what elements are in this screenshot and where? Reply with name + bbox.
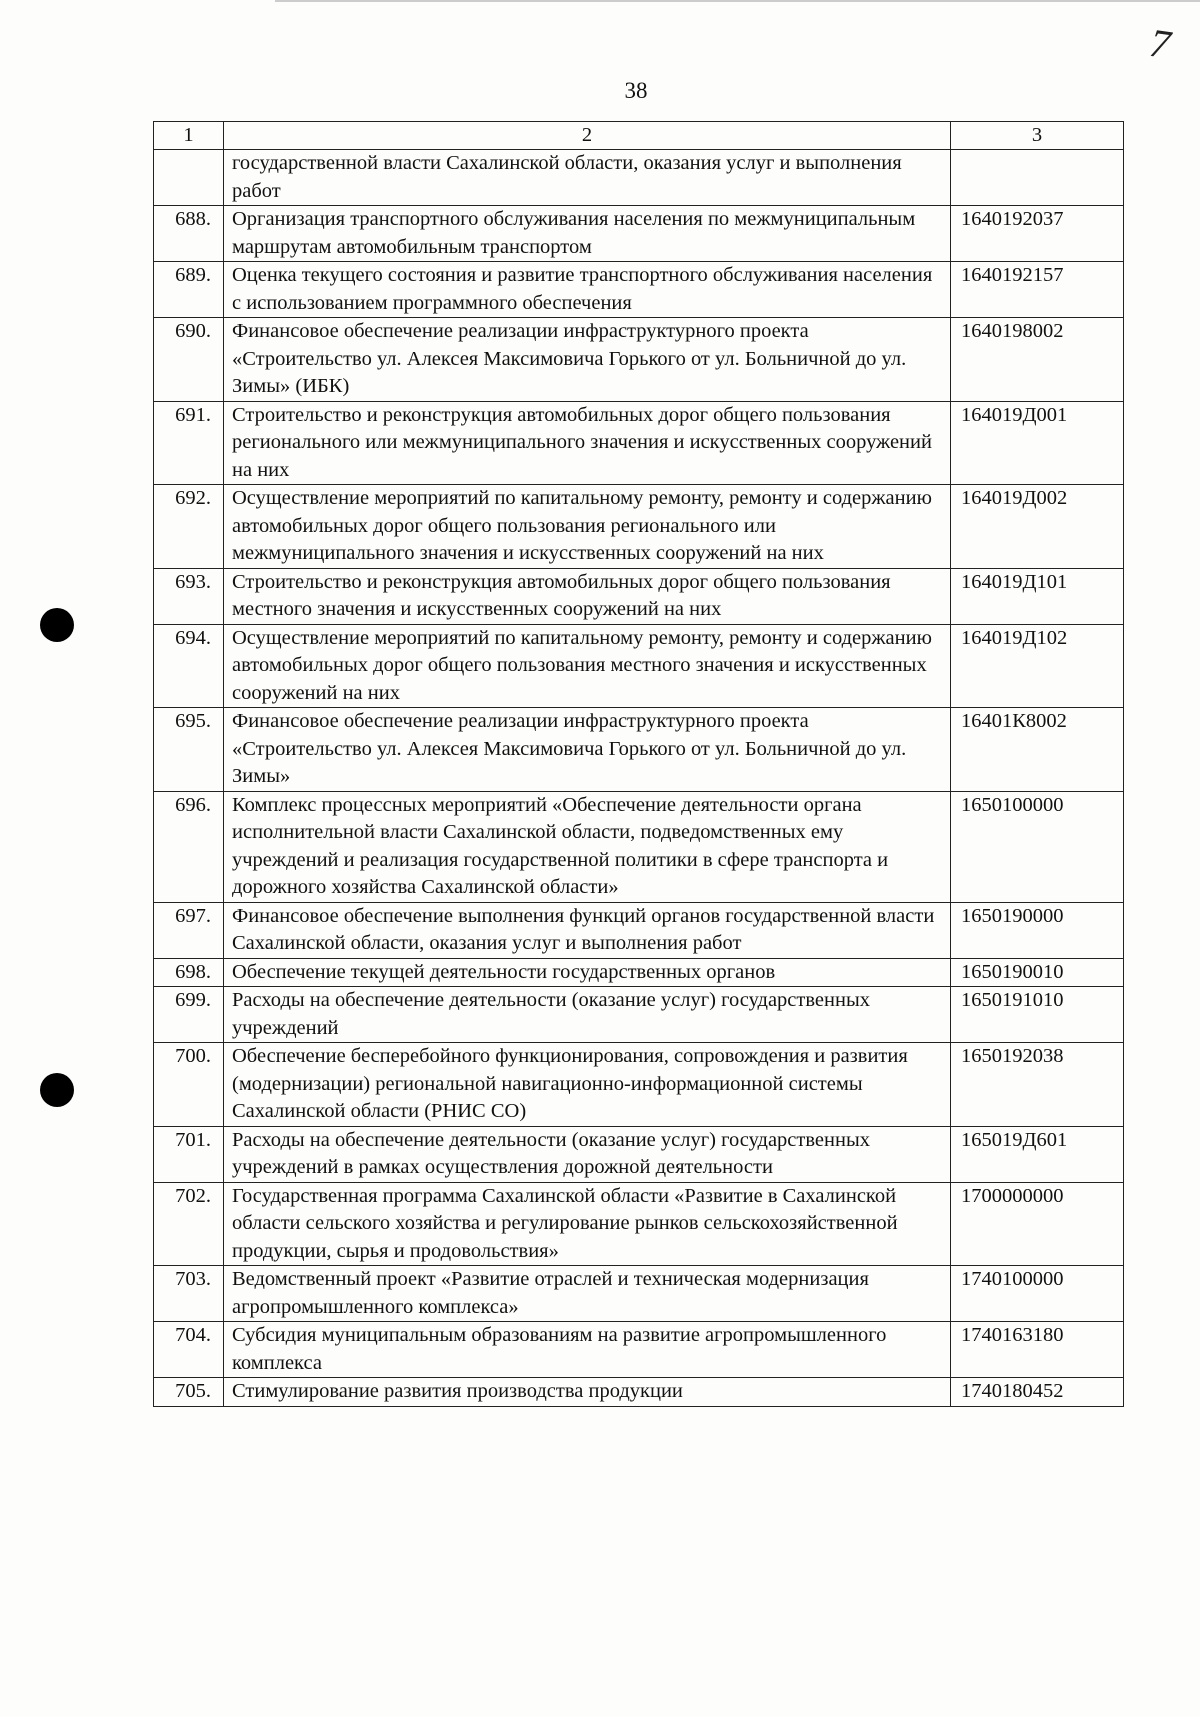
binder-hole	[40, 608, 74, 642]
row-code: 1650190010	[951, 958, 1124, 987]
handwritten-page-mark: 7	[1146, 19, 1174, 68]
row-number: 705.	[154, 1378, 224, 1407]
table-row	[154, 206, 1124, 262]
row-description: Оценка текущего состояния и развитие транспортного обслуживания населения с использованием программного обеспечения	[224, 262, 951, 318]
row-description: Финансовое обеспечение выполнения функций органов государственной власти Сахалинской области, оказания услуг и выполнения работ	[224, 902, 951, 958]
table-header-row	[154, 122, 1124, 150]
row-description: Ведомственный проект «Развитие отраслей и техническая модернизация агропромышленного комплекса»	[224, 1266, 951, 1322]
row-description: Субсидия муниципальным образованиям на развитие агропромышленного комплекса	[224, 1322, 951, 1378]
row-description: Обеспечение текущей деятельности государственных органов	[224, 958, 951, 987]
row-code: 16401К8002	[951, 708, 1124, 792]
row-number: 688.	[154, 206, 224, 262]
row-code: 1650192038	[951, 1043, 1124, 1127]
row-code: 1640192157	[951, 262, 1124, 318]
row-description: Финансовое обеспечение реализации инфраструктурного проекта «Строительство ул. Алексея Максимовича Горького от ул. Больничной до ул. Зимы» (ИБК)	[224, 318, 951, 402]
row-code: 164019Д001	[951, 401, 1124, 485]
row-description: Строительство и реконструкция автомобильных дорог общего пользования регионального или межмуниципального значения и искусственных сооружений на них	[224, 401, 951, 485]
row-code: 1740100000	[951, 1266, 1124, 1322]
column-header: 2	[224, 122, 951, 150]
table-row	[154, 318, 1124, 402]
table-row	[154, 150, 1124, 206]
row-code: 165019Д601	[951, 1126, 1124, 1182]
row-number: 704.	[154, 1322, 224, 1378]
row-number: 691.	[154, 401, 224, 485]
row-number: 690.	[154, 318, 224, 402]
table-row	[154, 987, 1124, 1043]
table-row	[154, 262, 1124, 318]
row-number: 692.	[154, 485, 224, 569]
row-description: Осуществление мероприятий по капитальному ремонту, ремонту и содержанию автомобильных дорог общего пользования местного значения и искусственных сооружений на них	[224, 624, 951, 708]
row-description: Комплекс процессных мероприятий «Обеспечение деятельности органа исполнительной власти Сахалинской области, подведомственных ему учреждений и реализация государственной политики в сфере транспорта и дорожного хозяйства Сахалинской области»	[224, 791, 951, 902]
table-row	[154, 1182, 1124, 1266]
row-number: 702.	[154, 1182, 224, 1266]
table-row	[154, 1043, 1124, 1127]
row-code: 164019Д002	[951, 485, 1124, 569]
row-code	[951, 150, 1124, 206]
column-header: 3	[951, 122, 1124, 150]
table-row	[154, 1266, 1124, 1322]
row-number: 693.	[154, 568, 224, 624]
row-description: Стимулирование развития производства продукции	[224, 1378, 951, 1407]
row-description: государственной власти Сахалинской области, оказания услуг и выполнения работ	[224, 150, 951, 206]
row-description: Государственная программа Сахалинской области «Развитие в Сахалинской области сельского хозяйства и регулирование рынков сельскохозяйственной продукции, сырья и продовольствия»	[224, 1182, 951, 1266]
table-row	[154, 902, 1124, 958]
scan-top-edge	[275, 0, 1200, 2]
row-description: Организация транспортного обслуживания населения по межмуниципальным маршрутам автомобильным транспортом	[224, 206, 951, 262]
table-row	[154, 1126, 1124, 1182]
row-number	[154, 150, 224, 206]
row-code: 164019Д102	[951, 624, 1124, 708]
row-number: 696.	[154, 791, 224, 902]
budget-codes-table	[153, 121, 1124, 1407]
table-row	[154, 485, 1124, 569]
row-number: 695.	[154, 708, 224, 792]
row-description: Осуществление мероприятий по капитальному ремонту, ремонту и содержанию автомобильных дорог общего пользования регионального или межмуниципального значения и искусственных сооружений на них	[224, 485, 951, 569]
row-number: 700.	[154, 1043, 224, 1127]
row-description: Финансовое обеспечение реализации инфраструктурного проекта «Строительство ул. Алексея Максимовича Горького от ул. Больничной до ул. Зимы»	[224, 708, 951, 792]
table-row	[154, 401, 1124, 485]
row-code: 1650191010	[951, 987, 1124, 1043]
row-number: 703.	[154, 1266, 224, 1322]
row-code: 1640198002	[951, 318, 1124, 402]
row-code: 1740180452	[951, 1378, 1124, 1407]
row-description: Обеспечение бесперебойного функционирования, сопровождения и развития (модернизации) региональной навигационно-информационной системы Сахалинской области (РНИС СО)	[224, 1043, 951, 1127]
page-number: 38	[624, 78, 648, 103]
column-header: 1	[154, 122, 224, 150]
row-number: 701.	[154, 1126, 224, 1182]
table-row	[154, 1322, 1124, 1378]
row-code: 1640192037	[951, 206, 1124, 262]
table-row	[154, 624, 1124, 708]
row-number: 698.	[154, 958, 224, 987]
row-description: Строительство и реконструкция автомобильных дорог общего пользования местного значения и искусственных сооружений на них	[224, 568, 951, 624]
row-code: 1650190000	[951, 902, 1124, 958]
row-number: 697.	[154, 902, 224, 958]
table-row	[154, 958, 1124, 987]
row-code: 164019Д101	[951, 568, 1124, 624]
table-row	[154, 708, 1124, 792]
row-number: 689.	[154, 262, 224, 318]
table-body	[154, 122, 1124, 1407]
row-number: 694.	[154, 624, 224, 708]
table-row	[154, 791, 1124, 902]
table-row	[154, 568, 1124, 624]
row-code: 1740163180	[951, 1322, 1124, 1378]
binder-hole	[40, 1073, 74, 1107]
row-description: Расходы на обеспечение деятельности (оказание услуг) государственных учреждений в рамках осуществления дорожной деятельности	[224, 1126, 951, 1182]
table-row	[154, 1378, 1124, 1407]
row-description: Расходы на обеспечение деятельности (оказание услуг) государственных учреждений	[224, 987, 951, 1043]
row-code: 1650100000	[951, 791, 1124, 902]
row-number: 699.	[154, 987, 224, 1043]
row-code: 1700000000	[951, 1182, 1124, 1266]
